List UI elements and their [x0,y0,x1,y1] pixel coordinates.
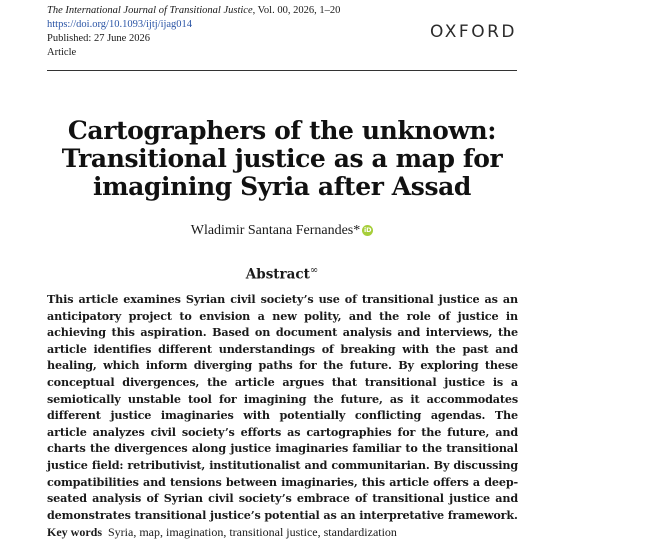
article-title [47,117,517,201]
orcid-icon[interactable]: iD [363,226,372,234]
title-line-3: imagining Syria after Assad [92,172,472,201]
author-name: Wladimir Santana Fernandes* [190,223,361,238]
publisher-logo: OXFORD [429,22,517,42]
published-date: Published: 27 June 2026 [47,33,150,44]
article-type: Article [47,47,77,58]
header-divider [47,70,517,71]
abstract-body: This article examines Syrian civil society’s use of transitional justice as an anticipatory project to envision a new polity, and the role of justice in achieving this aspiration. Based on document analysis and interviews, the article identifies different understandings of breaking with the past and healing, which inform diverging paths for the future. By exploring these conceptual divergences, the article argues that transitional justice is a semiotically unstable tool for imagining the future, as it accommodates different justice imaginaries with potentially conflicting agendas. The article analyzes civil society’s efforts as cartographies for the future, and charts the divergences along justice imaginaries familiar to the transitional justice field: retributivist, institutionalist and communitarian. By discussing compatibilities and tensions between imaginaries, this article offers a deep-seated analysis of Syrian civil society’s embrace of transitional justice and demonstrates transitional justice’s potential as an interpretative framework. [47,292,518,522]
citation-details: , Vol. 00, 2026, 1–20 [252,5,341,16]
open-access-icon: ∞ [309,265,319,276]
article-header [47,4,517,60]
abstract-heading-text: Abstract [245,266,310,283]
title-line-1: Cartographers of the unknown: [67,116,497,145]
journal-name: The International Journal of Transitional Justice [47,5,253,16]
keywords-label: Key words [47,525,102,539]
citation-line [47,4,517,18]
title-line-2: Transitional justice as a map for [61,144,503,173]
keywords-list: Syria, map, imagination, transitional justice, standardization [108,525,397,539]
keywords [47,525,547,540]
abstract-heading [47,265,517,283]
author-line [47,223,517,239]
doi-link[interactable]: https://doi.org/10.1093/ijtj/ijag014 [47,19,193,30]
